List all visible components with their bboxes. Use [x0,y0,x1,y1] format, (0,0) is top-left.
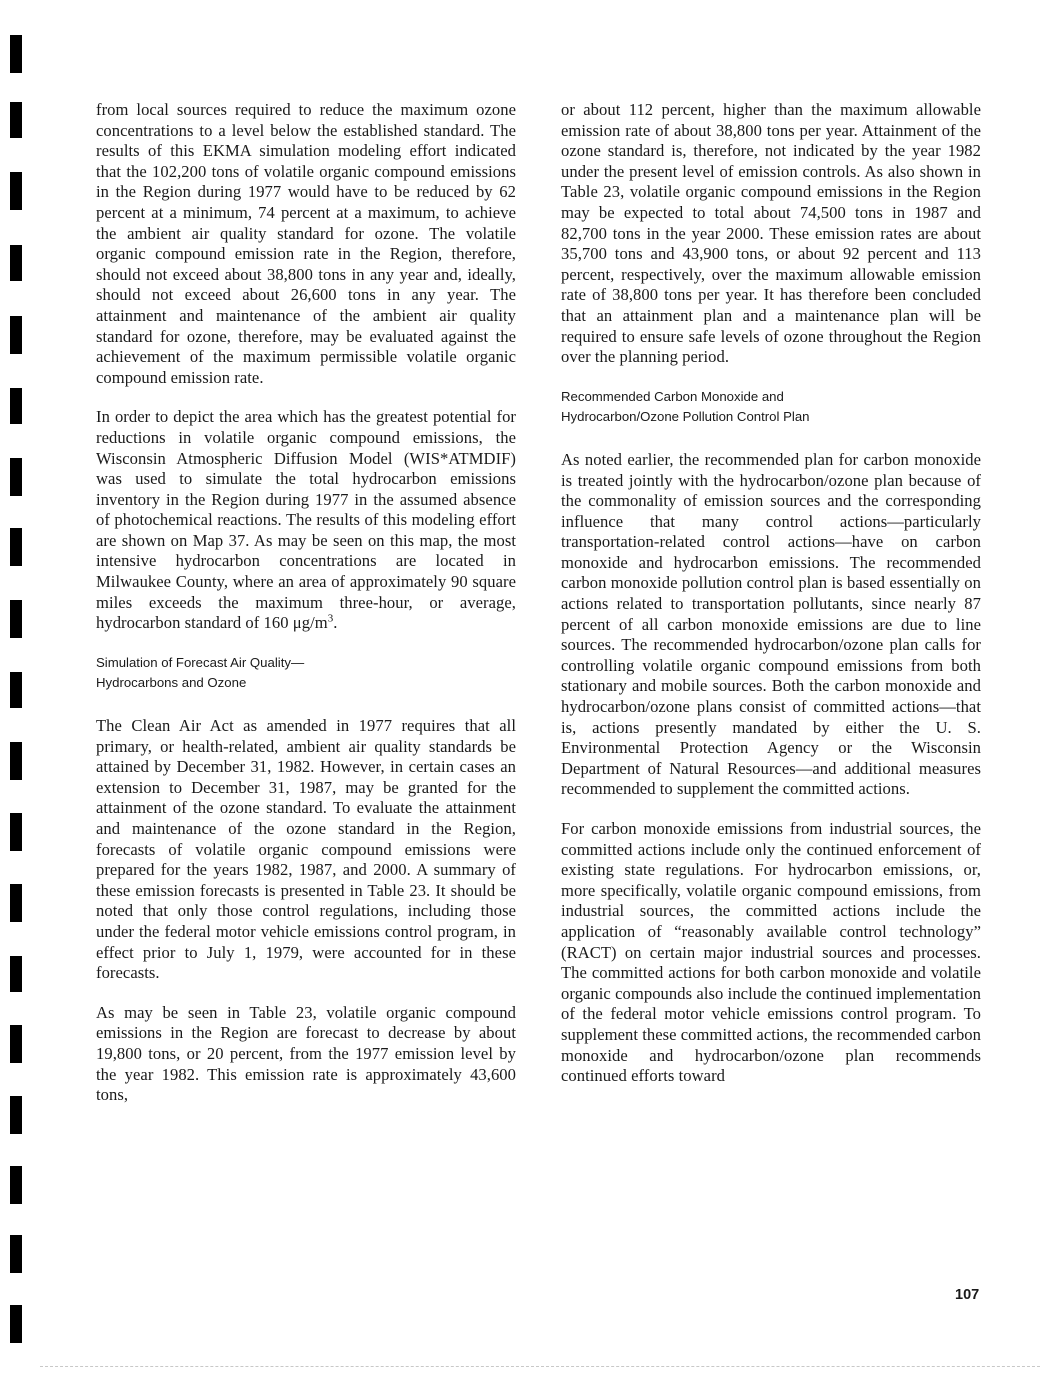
body-paragraph: The Clean Air Act as amended in 1977 requires that all primary, or health-related, ambient air quality standards be attained by December 31, 1982. However, in certain cases an extension to December 31, 1987, may be granted for the attainment of the ozone standard. To evaluate the attainment and maintenance of the ozone standard in the Region, forecasts of volatile organic compound emissions were prepared for the years 1982, 1987, and 2000. A summary of these emission forecasts is presented in Table 23. It should be noted that only those control regulations, including those under the federal motor vehicle emissions control program, in effect prior to July 1, 1979, were accounted for in these forecasts. [96,716,516,983]
binding-mark [10,1235,22,1273]
binding-mark [10,528,22,566]
right-column [561,100,981,1106]
heading-line: Hydrocarbons and Ozone [96,675,247,691]
binding-mark [10,600,22,638]
body-paragraph: As noted earlier, the recommended plan for carbon monoxide is treated jointly with the hydrocarbon/ozone plan because of the commonality of emission sources and the corresponding influence that many control actions—particularly transportation-related control actions—have on carbon monoxide and hydrocarbon emissions. The recommended carbon monoxide pollution control plan is based essentially on actions related to transportation pollutants, since nearly 87 percent of all carbon monoxide emissions are due to line sources. The recommended hydrocarbon/ozone plan calls for controlling volatile organic compound emissions from both stationary and mobile sources. Both the carbon monoxide and hydrocarbon/ozone plans consist of committed actions—that is, actions presently mandated by either the U. S. Environmental Protection Agency or the Wisconsin Department of Natural Resources—and additional measures recommended to supplement the committed actions. [561,449,981,799]
paragraph-text: In order to depict the area which has the greatest potential for reductions in volatile organic compound emissions, the Wisconsin Atmospheric Diffusion Model (WIS*ATMDIF) was used to simulate the total hydrocarbon emissions inventory in the Region during 1977 in the assumed absence of photochemical reactions. The results of this modeling effort are shown on Map 37. As may be seen on this map, the most intensive hydrocarbon concentrations are located in Milwaukee County, where an area of approximately 90 square miles exceeds the maximum three-hour, or average, hydrocarbon standard of 160 μg/m [96,407,516,633]
bottom-rule [40,1366,1040,1367]
binding-mark [10,1096,22,1134]
binding-mark [10,172,22,210]
binding-mark [10,813,22,851]
body-paragraph: from local sources required to reduce the maximum ozone concentrations to a level below the established standard. The results of this EKMA simulation modeling effort indicated that the 102,200 tons of volatile organic compound emissions in the Region during 1977 would have to be reduced by 62 percent at a minimum, 74 percent at a maximum, to achieve the ambient air quality standard for ozone. The volatile organic compound emission rate in the Region, therefore, should not exceed about 38,800 tons in any year and, ideally, should not exceed about 26,600 tons in any year. The attainment and maintenance of the ambient air quality standard for ozone, therefore, may be evaluated against the achievement of the maximum permissible volatile organic compound emission rate. [96,100,516,387]
heading-line: Recommended Carbon Monoxide and [561,388,784,404]
body-paragraph: As may be seen in Table 23, volatile organic compound emissions in the Region are forecast to decrease by about 19,800 tons, or 20 percent, from the 1977 emission level by the year 1982. This emission rate is approximately 43,600 tons, [96,1002,516,1105]
heading-line: Simulation of Forecast Air Quality— [96,654,305,670]
binding-mark [10,956,22,992]
binding-mark [10,102,22,138]
body-paragraph [96,407,516,634]
body-paragraph: or about 112 percent, higher than the maximum allowable emission rate of about 38,800 tons per year. Attainment of the ozone standard is, therefore, not indicated by the year 1982 under the present level of emission controls. As also shown in Table 23, volatile organic compound emissions in the Region may be expected to total about 74,500 tons in 1987 and 82,700 tons in the year 2000. These emission rates are about 35,700 tons and 43,900 tons, or about 92 percent and 113 percent, respectively, over the maximum allowable emission rate of 38,800 tons per year. It has therefore been concluded that an attainment plan and a maintenance plan will be required to ensure safe levels of ozone throughout the Region over the planning period. [561,100,981,367]
binding-mark [10,458,22,496]
binding-mark [10,742,22,780]
heading-line: Hydrocarbon/Ozone Pollution Control Plan [561,409,810,425]
binding-mark [10,388,22,424]
binding-mark [10,884,22,922]
binding-mark [10,316,22,354]
binding-marks [10,0,24,1380]
section-heading [96,653,516,694]
binding-mark [10,672,22,708]
binding-mark [10,1025,22,1063]
binding-mark [10,1305,22,1343]
section-heading [561,387,981,428]
paragraph-end: . [333,613,338,633]
page-number: 107 [955,1287,980,1303]
body-paragraph: For carbon monoxide emissions from industrial sources, the committed actions include only the continued enforcement of existing state regulations. For hydrocarbon emissions, or, more specifically, volatile organic compound emissions, from industrial sources, the committed actions include the application of “reasonably available control technology” (RACT) on certain major industrial sources and processes. The committed actions for both carbon monoxide and volatile organic compounds also include the continued implementation of the federal motor vehicle emissions control program. To supplement these committed actions, the recommended carbon monoxide and hydrocarbon/ozone plan recommends continued efforts toward [561,819,981,1086]
binding-mark [10,1166,22,1204]
binding-mark [10,245,22,281]
left-column [96,100,516,1125]
superscript: 3 [327,612,334,625]
binding-mark [10,35,22,73]
